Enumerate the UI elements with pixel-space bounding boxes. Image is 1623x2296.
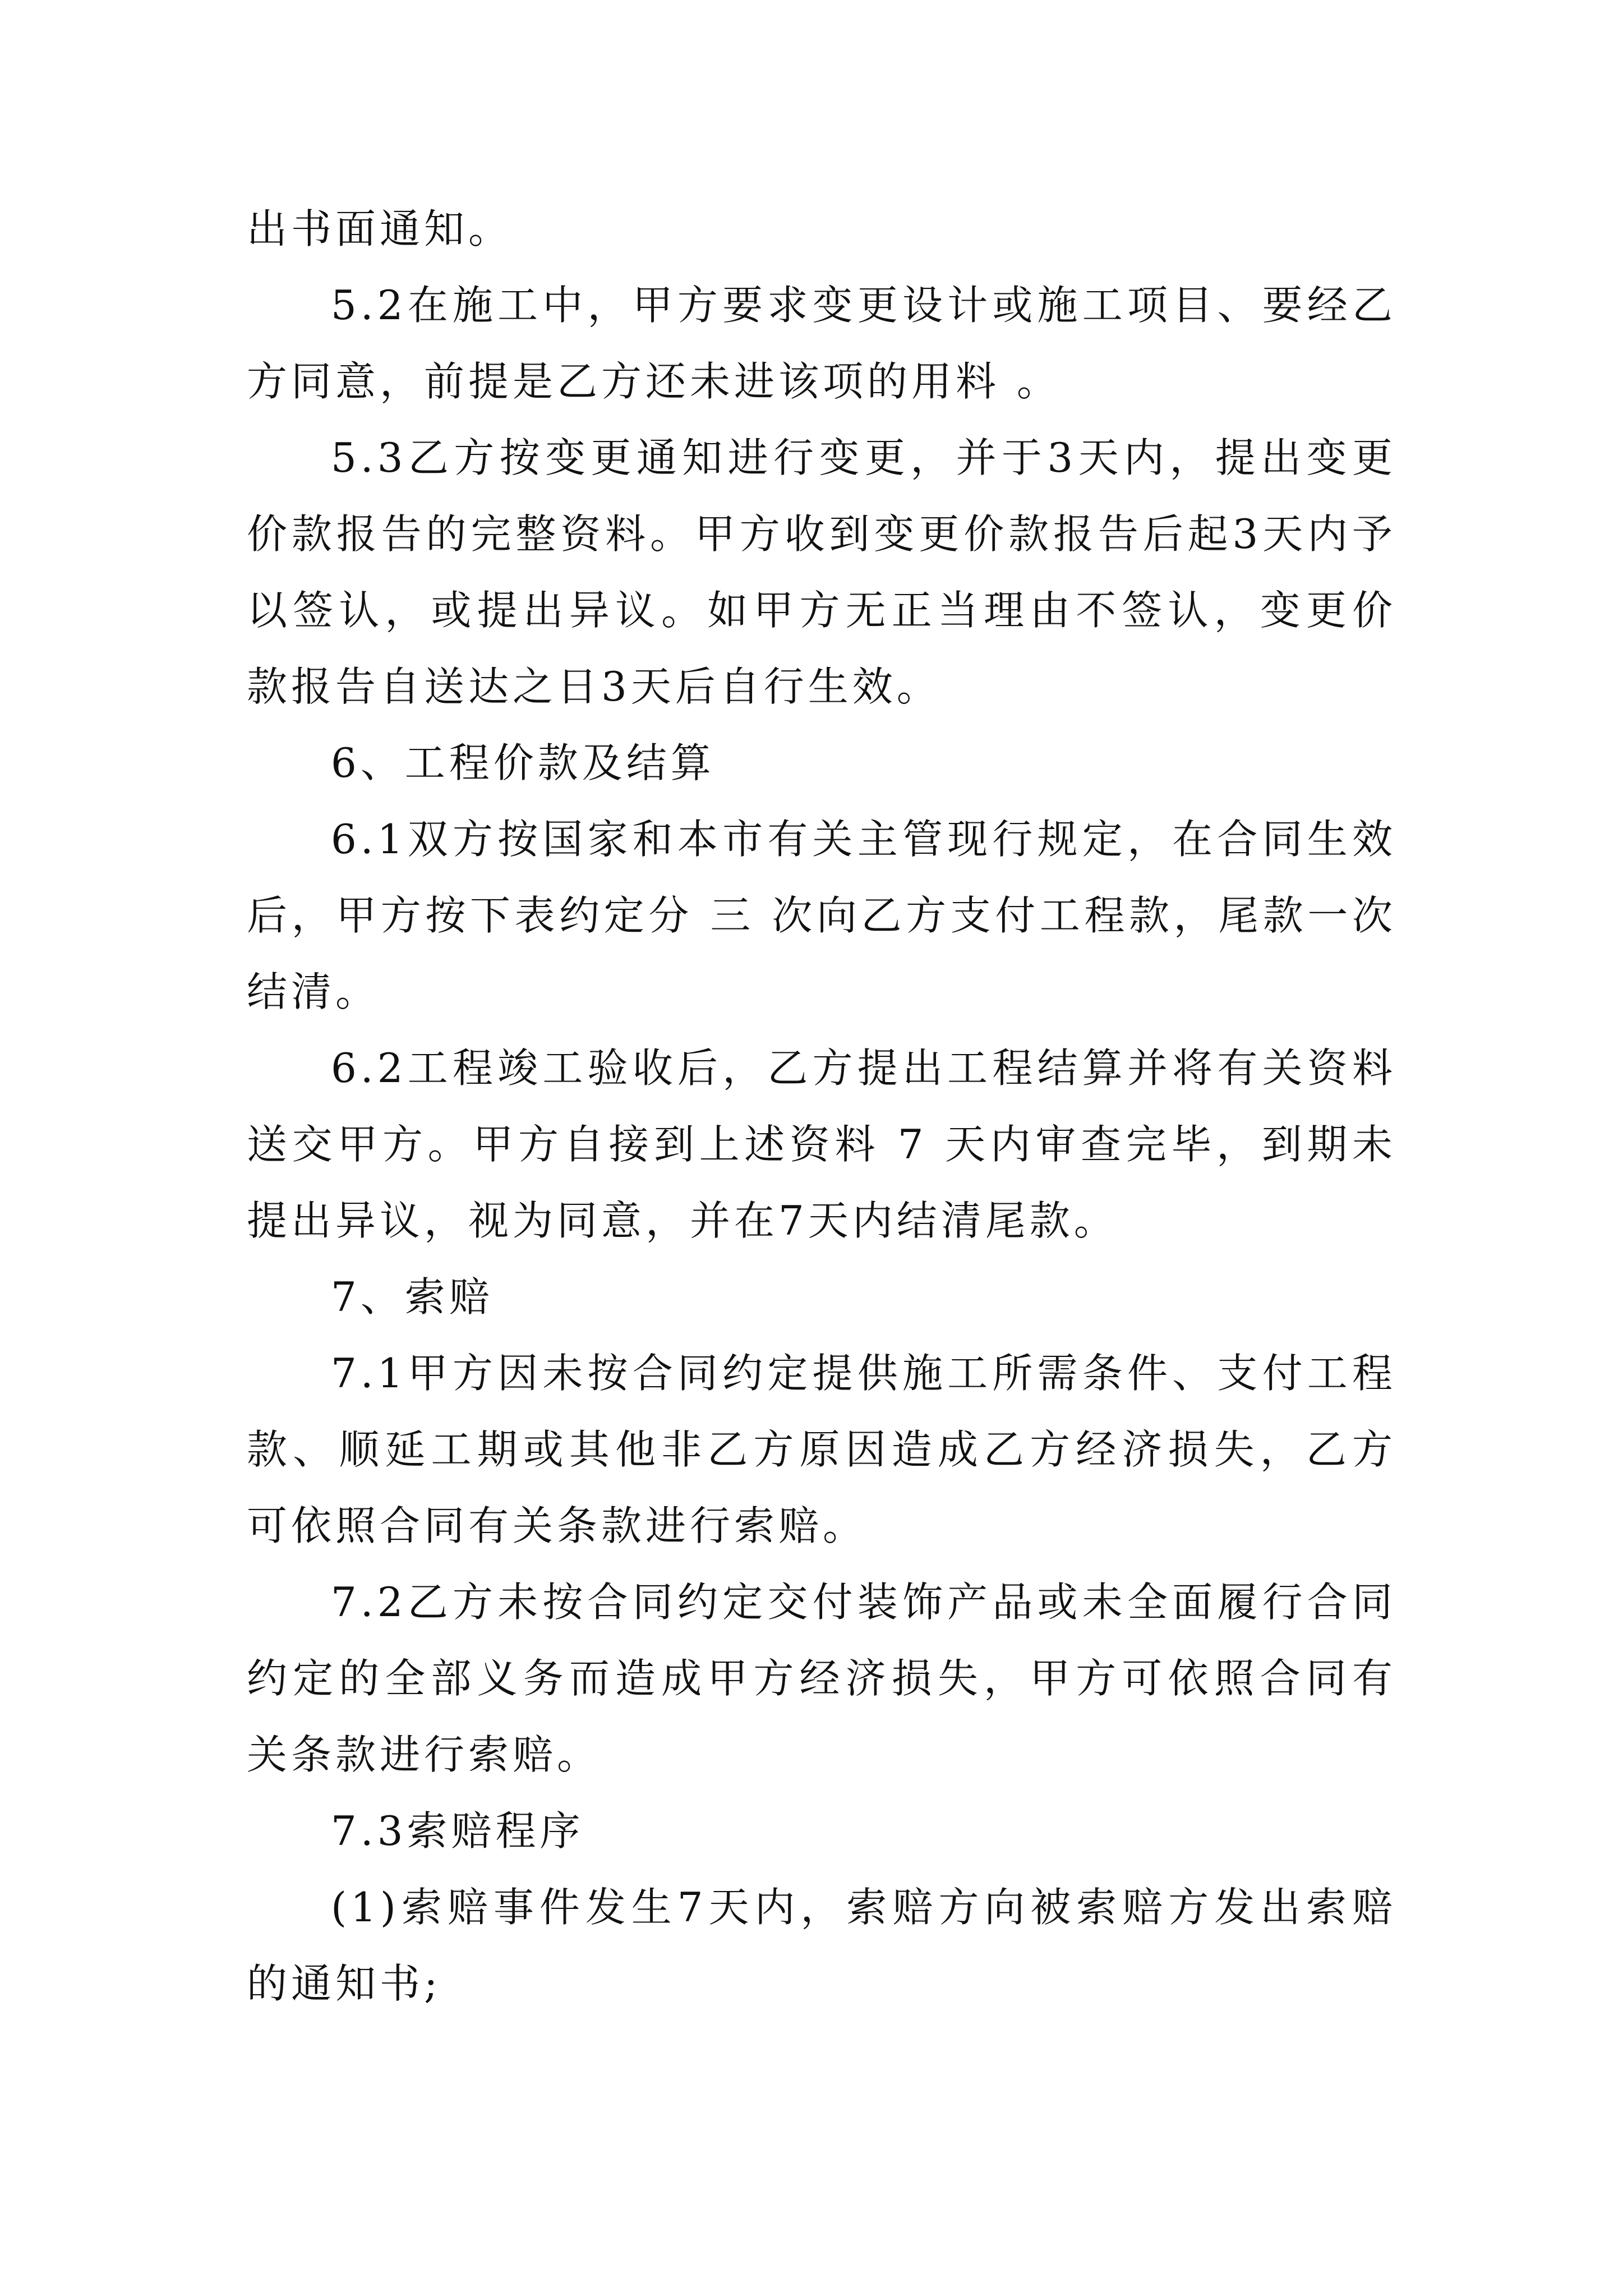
section-heading-6: 6、工程价款及结算	[331, 739, 715, 786]
paragraph-7-3: 7.3索赔程序	[331, 1807, 584, 1855]
paragraph-6-1: 6.1双方按国家和本市有关主管现行规定，在合同生效后，甲方按下表约定分 三 次向乙方支付工程款，尾款一次结清。	[247, 816, 1396, 1015]
paragraph-7-2: 7.2乙方未按合同约定交付装饰产品或未全面履行合同约定的全部义务而造成甲方经济损失，甲方可依照合同有关条款进行索赔。	[247, 1579, 1396, 1778]
paragraph-5-3: 5.3乙方按变更通知进行变更，并于3天内，提出变更价款报告的完整资料。甲方收到变更价款报告后起3天内予以签认，或提出异议。如甲方无正当理由不签认，变更价款报告自送达之日3天后自行生效。	[247, 434, 1396, 710]
paragraph-6-2: 6.2工程竣工验收后，乙方提出工程结算并将有关资料送交甲方。甲方自接到上述资料 7 天内审查完毕，到期未提出异议，视为同意，并在7天内结清尾款。	[247, 1045, 1396, 1244]
paragraph-claim-step-1: (1)索赔事件发生7天内，索赔方向被索赔方发出索赔的通知书;	[247, 1884, 1396, 2007]
paragraph-7-1: 7.1甲方因未按合同约定提供施工所需条件、支付工程款、顺延工期或其他非乙方原因造成乙方经济损失，乙方可依照合同有关条款进行索赔。	[247, 1350, 1396, 1549]
document-body	[247, 191, 1396, 2022]
section-heading-7: 7、索赔	[331, 1273, 494, 1320]
paragraph-notice-end: 出书面通知。	[247, 205, 513, 252]
paragraph-5-2: 5.2在施工中，甲方要求变更设计或施工项目、要经乙方同意，前提是乙方还未进该项的用料 。	[247, 282, 1396, 405]
